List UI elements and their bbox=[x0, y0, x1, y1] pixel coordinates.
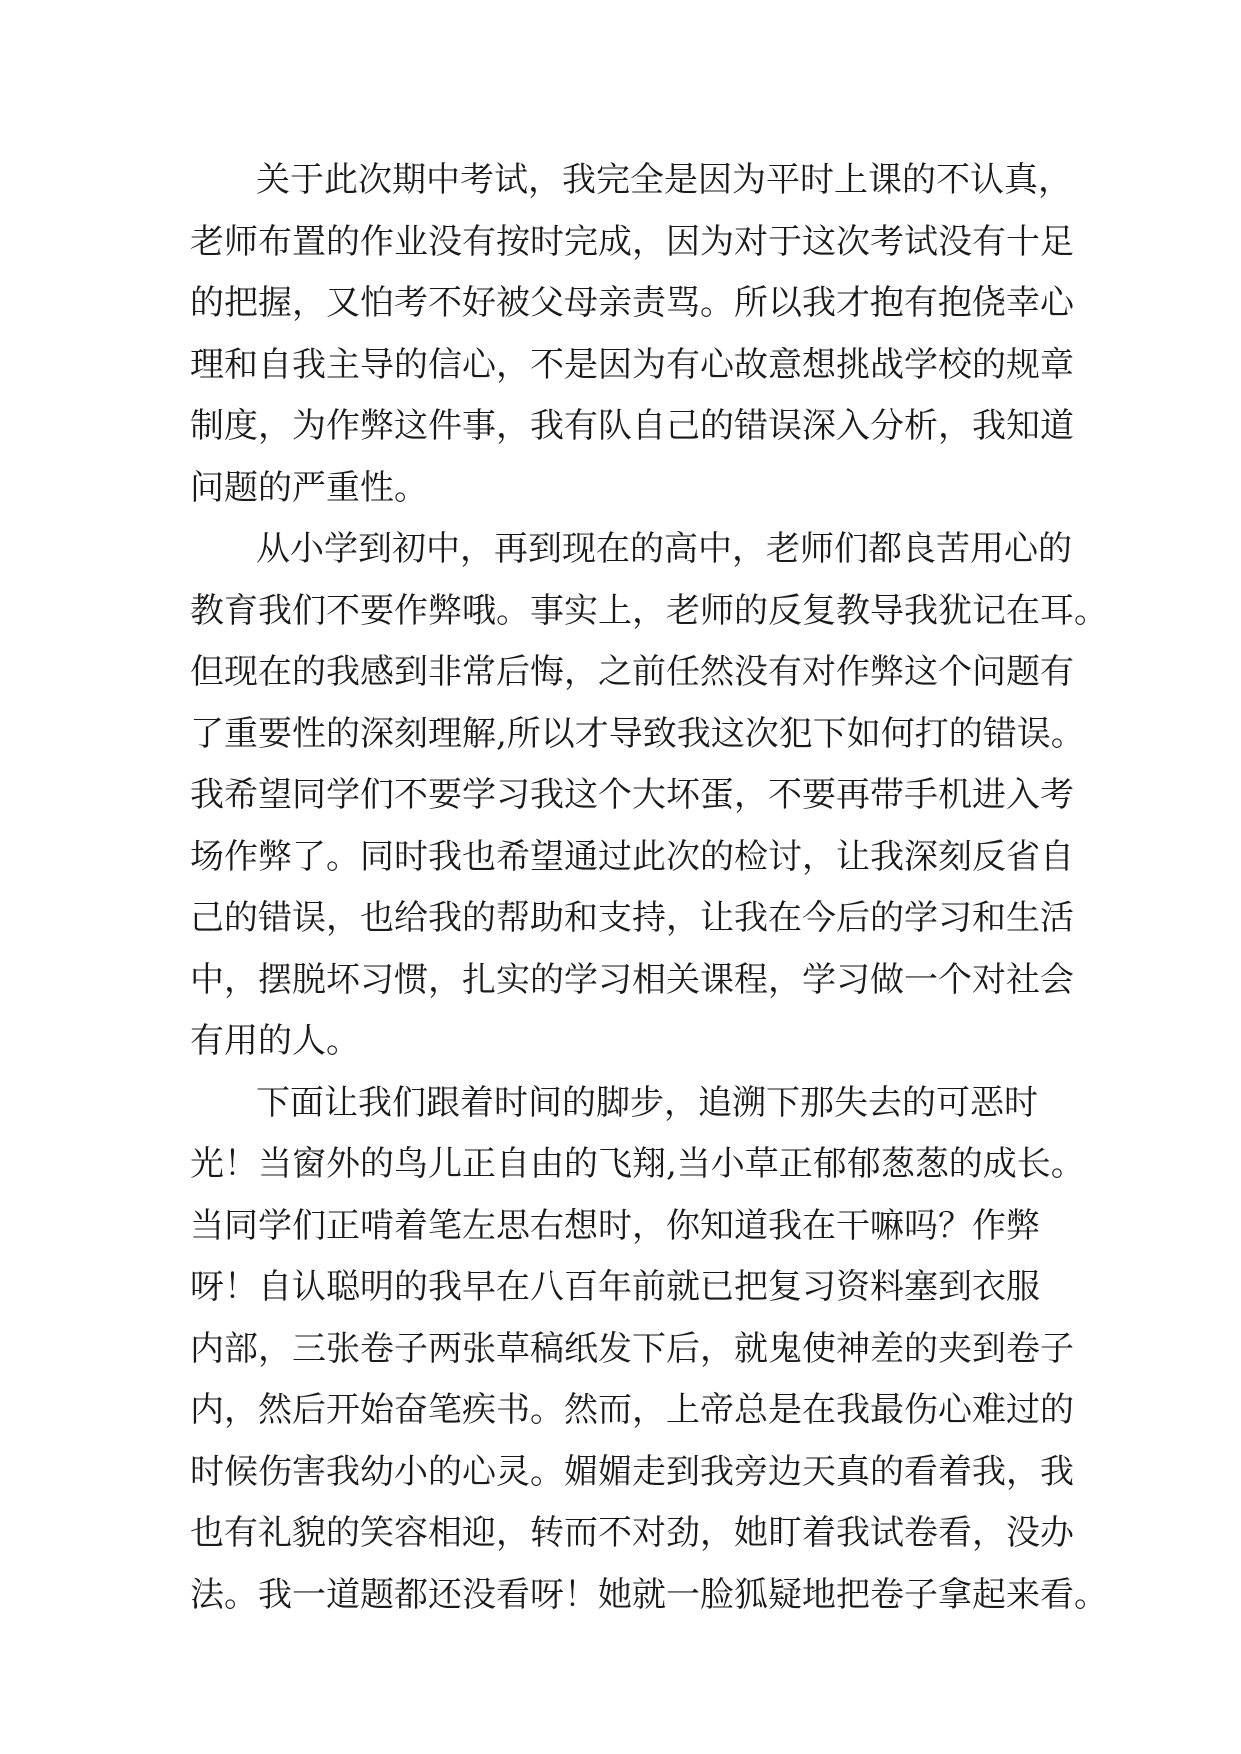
text-line: 老师布置的作业没有按时完成，因为对于这次考试没有十足 bbox=[190, 221, 1074, 262]
text-line: 下面让我们跟着时间的脚步，追溯下那失去的可恶时 bbox=[256, 1082, 1038, 1123]
text-line: 了重要性的深刻理解,所以才导致我这次犯下如何打的错误。 bbox=[190, 713, 1085, 754]
text-line: 内部，三张卷子两张草稿纸发下后，就鬼使神差的夹到卷子 bbox=[190, 1328, 1074, 1369]
text-line: 当同学们正啃着笔左思右想时，你知道我在干嘛吗？作弊 bbox=[190, 1205, 1040, 1246]
text-line: 中，摆脱坏习惯，扎实的学习相关课程，学习做一个对社会 bbox=[190, 959, 1074, 1000]
text-line: 问题的严重性。 bbox=[190, 467, 428, 508]
text-line: 呀！自认聪明的我早在八百年前就已把复习资料塞到衣服 bbox=[190, 1267, 1040, 1307]
text-line: 我希望同学们不要学习我这个大坏蛋，不要再带手机进入考 bbox=[190, 775, 1074, 815]
text-line: 法。我一道题都还没看呀！她就一脸狐疑地把卷子拿起来看。 bbox=[190, 1574, 1108, 1615]
text-line: 时候伤害我幼小的心灵。媚媚走到我旁边天真的看着我，我 bbox=[190, 1451, 1074, 1492]
text-line: 光！当窗外的鸟儿正自由的飞翔,当小草正郁郁葱葱的成长。 bbox=[190, 1144, 1085, 1184]
text-line: 教育我们不要作弊哦。事实上，老师的反复教导我犹记在耳。 bbox=[190, 590, 1108, 631]
text-line: 理和自我主导的信心，不是因为有心故意想挑战学校的规章 bbox=[190, 344, 1074, 385]
document-body bbox=[190, 150, 1108, 1626]
text-line: 从小学到初中，再到现在的高中，老师们都良苦用心的 bbox=[256, 529, 1072, 569]
text-line: 但现在的我感到非常后悔，之前任然没有对作弊这个问题有 bbox=[190, 652, 1074, 692]
text-line: 的把握，又怕考不好被父母亲责骂。所以我才抱有抱侥幸心 bbox=[190, 283, 1074, 323]
text-line: 制度，为作弊这件事，我有队自己的错误深入分析，我知道 bbox=[190, 406, 1074, 446]
text-line: 场作弊了。同时我也希望通过此次的检讨，让我深刻反省自 bbox=[190, 836, 1074, 877]
text-line: 内，然后开始奋笔疾书。然而，上帝总是在我最伤心难过的 bbox=[190, 1390, 1074, 1430]
text-line: 有用的人。 bbox=[190, 1021, 360, 1061]
paragraph-3 bbox=[190, 1073, 1108, 1627]
text-line: 关于此次期中考试，我完全是因为平时上课的不认真， bbox=[256, 160, 1072, 200]
text-line: 己的错误，也给我的帮助和支持，让我在今后的学习和生活 bbox=[190, 898, 1074, 938]
paragraph-1 bbox=[190, 150, 1074, 519]
text-line: 也有礼貌的笑容相迎，转而不对劲，她盯着我试卷看，没办 bbox=[190, 1513, 1074, 1553]
paragraph-2 bbox=[190, 519, 1108, 1073]
